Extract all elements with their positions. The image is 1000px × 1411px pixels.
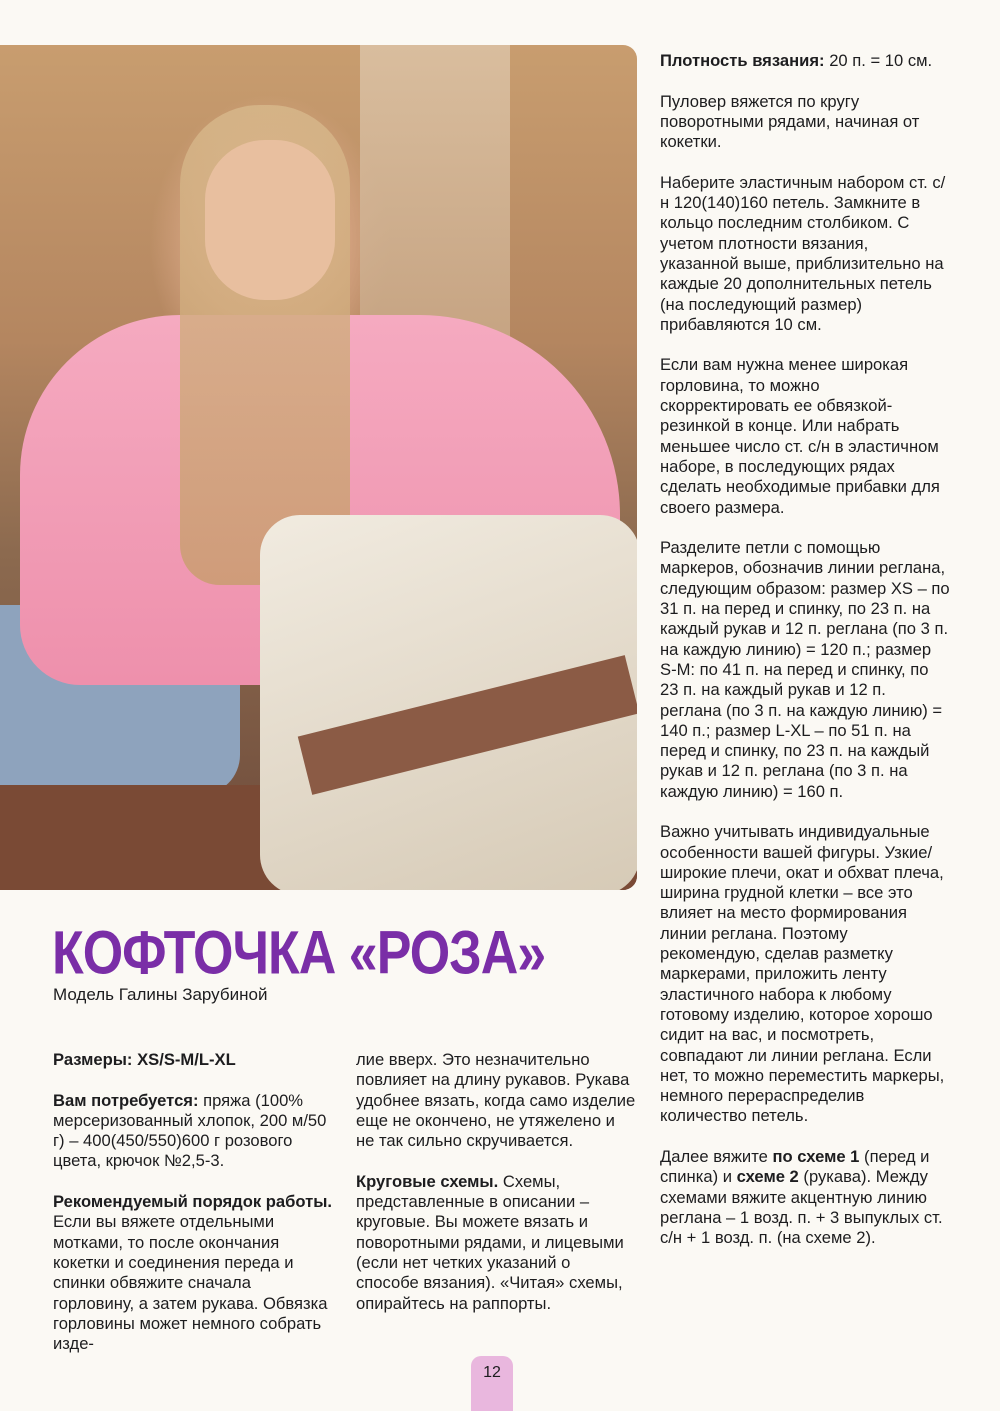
work-order-paragraph <box>53 1192 335 1354</box>
density-label: Плотность вязания: <box>660 51 825 70</box>
text-column-3 <box>660 51 950 1269</box>
photo-face <box>205 140 335 300</box>
materials-label: Вам потребуется: <box>53 1090 199 1110</box>
round-charts-label: Круговые схемы. <box>356 1171 499 1191</box>
paragraph-cast-on: Наберите эластичным набором ст. с/н 120(140)160 петель. Замкните в кольцо последним столбиком. С учетом плотности вязания, указанной выше, приблизительно на каждые 20 дополнительных петель (на последующий размер) прибавляются 10 см. <box>660 172 946 334</box>
article-subtitle: Модель Галины Зарубиной <box>53 985 268 1004</box>
article-title: КОФТОЧКА «РОЗА» <box>52 919 546 988</box>
round-charts-paragraph <box>356 1172 636 1314</box>
materials-paragraph <box>53 1091 335 1172</box>
round-charts-text: Схемы, представленные в описании – круговые. Вы можете вязать и поворотными рядами, и лицевыми (если нет четких указаний о способе вязания). «Читая» схемы, опирайтесь на раппорты. <box>356 1171 624 1313</box>
chart-1-label: по схеме 1 <box>772 1147 860 1167</box>
chart-2-label: схеме 2 <box>736 1167 799 1187</box>
density-paragraph <box>660 51 950 71</box>
charts-text-a: Далее вяжите <box>660 1147 768 1167</box>
density-text: 20 п. = 10 см. <box>829 51 933 70</box>
charts-text-c: (перед и спинка) и <box>660 1147 930 1187</box>
sizes-paragraph <box>53 1050 335 1070</box>
text-column-2 <box>356 1050 636 1334</box>
materials-text: пряжа (100% мерсеризованный хлопок, 200 м/50 г) – 400(450/550)600 г розового цвета, крючок №2,5-3. <box>53 1090 327 1171</box>
work-order-label: Рекомендуемый порядок работы. <box>53 1192 333 1212</box>
paragraph-round-knitting: Пуловер вяжется по кругу поворотными рядами, начиная от кокетки. <box>660 91 920 152</box>
sizes-label: Размеры: <box>53 1050 133 1069</box>
sizes-value: XS/S-M/L-XL <box>137 1050 236 1069</box>
continued-paragraph: лие вверх. Это незначительно повлияет на длину рукавов. Рукава удобнее вязать, когда само изделие еще не окончено, не утяжелено и не так сильно скручивается. <box>356 1050 636 1151</box>
model-photo <box>0 45 637 890</box>
page-number: 12 <box>483 1364 501 1381</box>
paragraph-neckline: Если вам нужна менее широкая горловина, то можно скорректировать ее обвязкой-резинкой в конце. Или набрать меньшее число ст. с/н в эластичном наборе, в последующих рядах сделать необходимые прибавки для своего размера. <box>660 355 940 517</box>
work-order-text: Если вы вяжете отдельными мотками, то после окончания кокетки и соединения переда и спинки обвяжите сначала горловину, а затем рукава. Обвязка горловины может немного собрать изде- <box>53 1212 328 1354</box>
paragraph-figure-notes: Важно учитывать индивидуальные особенности вашей фигуры. Узкие/широкие плечи, окат и обхват плеча, ширина грудной клетки – все это влияет на место формирования линии реглана. Поэтому рекомендую, сделав разметку маркерами, приложить ленту эластичного набора к любому готовому изделию, которое хорошо сидит на вас, и посмотреть, совпадают ли линии реглана. Если нет, то можно переместить маркеры, немного перераспределив количество петель. <box>660 822 945 1126</box>
paragraph-raglan-markers: Разделите петли с помощью маркеров, обозначив линии реглана, следующим образом: размер XS – по 31 п. на перед и спинку, по 23 п. на каждый рукав и 12 п. реглана (по 3 п. на каждую линию) = 120 п.; размер S-M: по 41 п. на перед и спинку, по 23 п. на каждый рукав и 12 п. реглана (по 3 п. на каждую линию) = 140 п.; размер L-XL – по 51 п. на перед и спинку, по 23 п. на каждый рукав и 12 п. реглана (по 3 п. на каждую линию) = 160 п. <box>660 538 950 801</box>
page-number-tab <box>471 1356 513 1411</box>
paragraph-charts <box>660 1147 950 1248</box>
charts-text-e: (рукава). Между схемами вяжите акцентную линию реглана – 1 возд. п. + 3 выпуклых ст. с/н + 1 возд. п. (на схеме 2). <box>660 1167 943 1248</box>
text-column-1 <box>53 1050 335 1375</box>
